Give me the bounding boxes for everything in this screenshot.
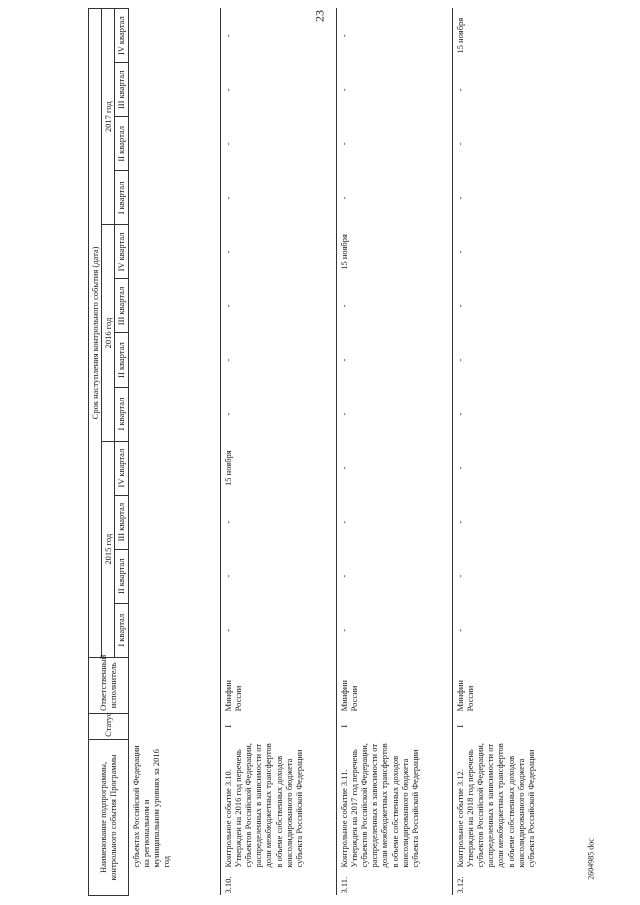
row-quarter-mark: -	[452, 603, 568, 657]
header-row-1	[89, 9, 102, 896]
header-quarter-1-4: IV квартал	[115, 441, 128, 495]
row-quarter-mark	[128, 441, 220, 495]
row-responsible: Минфин России	[452, 657, 568, 713]
row-responsible: Минфин России	[220, 657, 336, 713]
row-quarter-mark: -	[336, 387, 452, 441]
row-quarter-mark	[128, 279, 220, 333]
control-events-table	[88, 8, 568, 896]
row-status: I	[452, 713, 568, 739]
header-year-2016: 2016 год	[102, 225, 115, 441]
row-quarter-mark: -	[220, 117, 336, 171]
header-quarter-3-1: I квартал	[115, 171, 128, 225]
row-number: 3.12.	[452, 869, 568, 895]
row-status: I	[220, 713, 336, 739]
row-number	[128, 869, 220, 895]
row-quarter-mark: -	[220, 549, 336, 603]
row-quarter-mark: -	[220, 603, 336, 657]
header-term-col: Срок наступления контрольного события (дата)	[89, 9, 102, 658]
row-name: субъектах Российской Федерации на региональном и муниципальном уровнях за 2016 год	[130, 745, 172, 868]
row-quarter-mark: -	[336, 603, 452, 657]
table-row	[128, 9, 220, 896]
table-row	[336, 9, 452, 896]
row-quarter-mark	[128, 63, 220, 117]
row-quarter-mark: 15 ноября	[336, 225, 452, 279]
header-quarter-1-2: II квартал	[115, 549, 128, 603]
row-quarter-mark: -	[336, 549, 452, 603]
row-quarter-mark: -	[220, 495, 336, 549]
header-quarter-3-2: II квартал	[115, 117, 128, 171]
row-responsible	[128, 657, 220, 713]
row-quarter-mark: -	[452, 333, 568, 387]
row-quarter-mark: -	[452, 387, 568, 441]
row-quarter-mark: -	[220, 333, 336, 387]
header-responsible-col: Ответственный исполнитель	[89, 657, 129, 713]
row-quarter-mark: -	[336, 495, 452, 549]
header-year-2017: 2017 год	[102, 9, 115, 225]
row-quarter-mark: -	[336, 171, 452, 225]
header-status-col: Статус	[89, 713, 129, 739]
row-name: Контрольное событие 3.12. Утвержден на 2018 год перечень субъектов Российской Федерации, распределенных в зависимости от доли межбюджетных трансфертов в объеме собственных доходов консолидированного бюджета субъекта Российской Федерации	[452, 739, 568, 869]
table-row	[220, 9, 336, 896]
header-quarter-2-3: III квартал	[115, 279, 128, 333]
row-quarter-mark	[128, 171, 220, 225]
row-quarter-mark: -	[336, 117, 452, 171]
row-quarter-mark	[128, 495, 220, 549]
row-name: Контрольное событие 3.10. Утвержден на 2016 год перечень субъектов Российской Федерации, распределенных в зависимости от доли межбюджетных трансфертов в объеме собственных доходов консолидированного бюджета субъекта Российской Федерации	[220, 739, 336, 869]
header-year-2015: 2015 год	[102, 441, 115, 657]
row-quarter-mark: -	[220, 225, 336, 279]
row-quarter-mark: -	[336, 9, 452, 63]
row-quarter-mark	[128, 333, 220, 387]
row-quarter-mark: -	[220, 279, 336, 333]
header-quarter-2-2: II квартал	[115, 333, 128, 387]
table-row	[452, 9, 568, 896]
header-name-col: Наименование подпрограммы, контрольного события Программы	[89, 739, 129, 895]
row-quarter-mark: -	[220, 9, 336, 63]
row-quarter-mark: -	[452, 63, 568, 117]
page-number: 23	[312, 10, 327, 22]
row-quarter-mark	[128, 9, 220, 63]
header-quarter-2-1: I квартал	[115, 387, 128, 441]
footer-doc-id: 2604985 doc	[586, 838, 596, 880]
row-status: I	[336, 713, 452, 739]
row-quarter-mark: -	[452, 441, 568, 495]
header-quarter-3-4: IV квартал	[115, 9, 128, 63]
row-name: Контрольное событие 3.11. Утвержден на 2017 год перечень субъектов Российской Федерации, распределенных в зависимости от доли межбюджетных трансфертов в объеме собственных доходов консолидированного бюджета субъекта Российской Федерации	[336, 739, 452, 869]
header-quarter-1-1: I квартал	[115, 603, 128, 657]
row-quarter-mark: -	[452, 279, 568, 333]
row-quarter-mark	[128, 549, 220, 603]
row-quarter-mark: -	[220, 63, 336, 117]
row-quarter-mark: -	[452, 225, 568, 279]
row-quarter-mark: -	[220, 171, 336, 225]
header-quarter-2-4: IV квартал	[115, 225, 128, 279]
row-status	[128, 713, 220, 739]
header-quarter-1-3: III квартал	[115, 495, 128, 549]
row-quarter-mark	[128, 387, 220, 441]
row-quarter-mark: -	[452, 495, 568, 549]
rotated-page-content	[88, 8, 580, 896]
row-quarter-mark: -	[336, 63, 452, 117]
header-quarter-3-3: III квартал	[115, 63, 128, 117]
row-number: 3.11.	[336, 869, 452, 895]
row-quarter-mark	[128, 603, 220, 657]
row-quarter-mark	[128, 225, 220, 279]
row-quarter-mark: -	[336, 333, 452, 387]
row-responsible: Минфин России	[336, 657, 452, 713]
row-quarter-mark	[128, 117, 220, 171]
row-quarter-mark: -	[452, 549, 568, 603]
row-number: 3.10.	[220, 869, 336, 895]
row-quarter-mark: -	[336, 441, 452, 495]
row-quarter-mark: 15 ноября	[220, 441, 336, 495]
row-quarter-mark: -	[220, 387, 336, 441]
row-quarter-mark: -	[336, 279, 452, 333]
row-quarter-mark: -	[452, 171, 568, 225]
row-quarter-mark: -	[452, 117, 568, 171]
row-quarter-mark: 15 ноября	[452, 9, 568, 63]
